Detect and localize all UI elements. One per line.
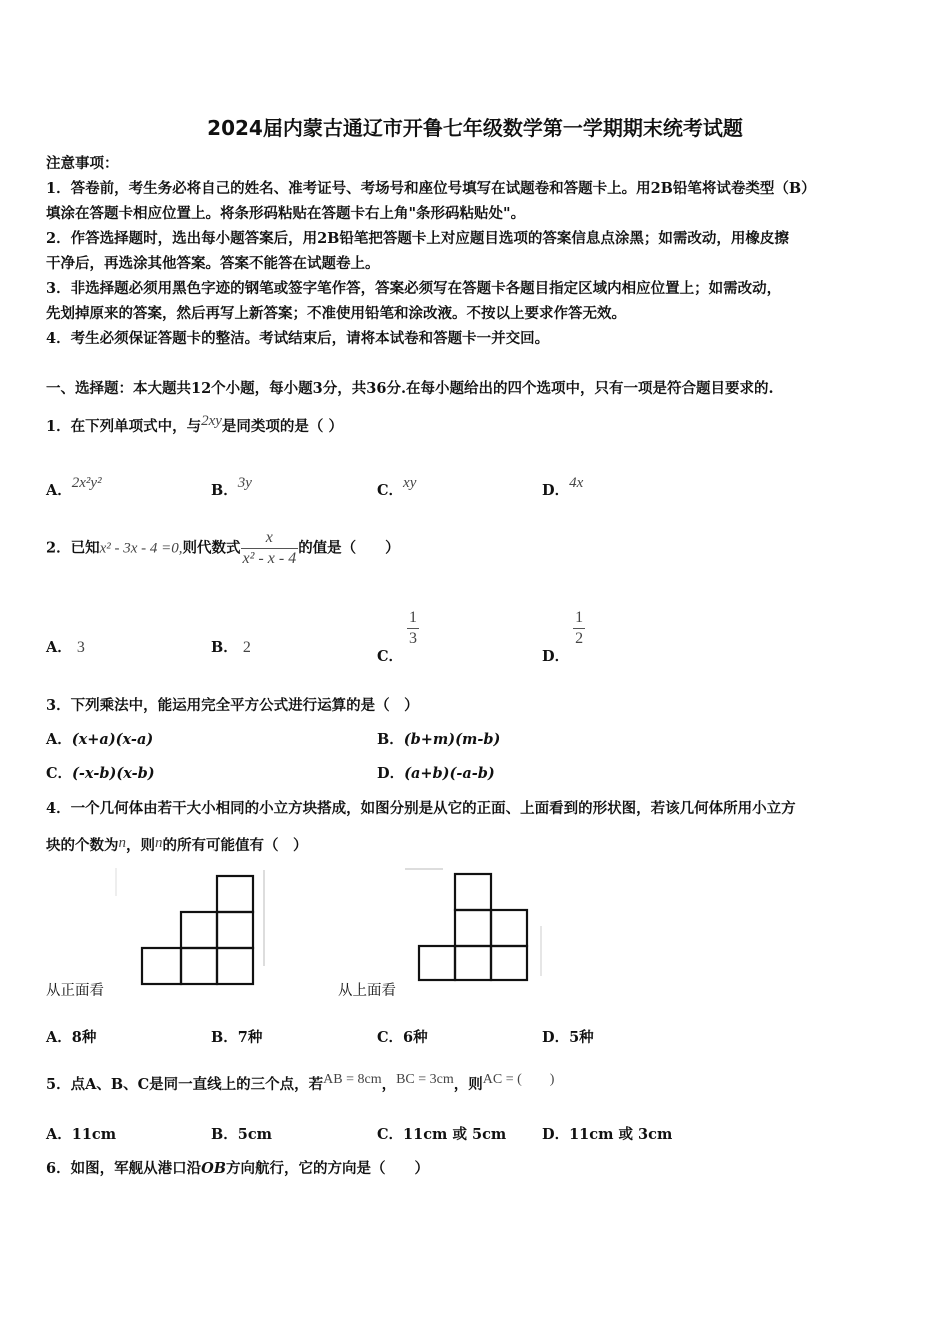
top-view-figure (403, 866, 548, 984)
cube-square (455, 910, 491, 946)
q2-fraction-numerator: x (265, 529, 273, 546)
q2-option-b (211, 636, 251, 657)
q1-pre: 1．在下列单项式中，与 (46, 418, 202, 435)
cube-square (142, 948, 181, 984)
q3-option-c-expr: (-x-b)(x-b) (72, 765, 155, 782)
q2-mid: 则代数式 (182, 539, 241, 557)
q4-option-c: C．6种 (377, 1029, 428, 1046)
notice-line: 1．答卷前，考生务必将自己的姓名、准考证号、考场号和座位号填写在试题卷和答题卡上。用2B铅笔将试卷类型（B） (46, 180, 816, 197)
cube-square (419, 946, 455, 980)
cube-square (181, 912, 217, 948)
q2-option-a (46, 636, 85, 657)
question-4-stem-line2 (46, 834, 308, 855)
question-2-stem (46, 528, 400, 569)
q5-mid: ，则 (453, 1076, 483, 1093)
question-4-stem-line1: 4．一个几何体由若干大小相同的小立方块搭成，如图分别是从它的正面、上面看到的形状图，若该几何体所用小立方 (46, 800, 796, 817)
q4-option-b: B．7种 (211, 1029, 263, 1046)
q5-option-b: B．5cm (211, 1126, 273, 1143)
q1-option-c-expr: xy (403, 475, 417, 491)
q3-option-a-expr: (x+a)(x-a) (71, 731, 154, 748)
q4-option-d: D．5种 (542, 1029, 594, 1046)
option-label: B． (377, 731, 404, 748)
cube-square (217, 876, 253, 912)
q1-option-b (211, 475, 252, 500)
q2-option-c-fraction (407, 608, 419, 649)
question-6-stem (46, 1157, 429, 1178)
q6-pre: 6．如图，军舰从港口沿 (46, 1160, 202, 1177)
q2-fraction (241, 528, 299, 569)
notice-line: 填涂在答题卡相应位置上。将条形码粘贴在答题卡右上角"条形码粘贴处"。 (46, 205, 526, 222)
q1-option-d-expr: 4x (569, 475, 584, 491)
q1-post: 是同类项的是（ ） (221, 418, 343, 435)
notice-line: 干净后，再选涂其他答案。答案不能答在试题卷上。 (46, 255, 380, 272)
q1-option-b-expr: 3y (237, 475, 252, 491)
q2-condition: x² - 3x - 4 =0, (99, 540, 183, 557)
option-label: C． (46, 765, 73, 782)
q1-option-a (46, 475, 102, 500)
q2-fraction-denominator: x² - x - 4 (242, 550, 297, 567)
q6-ob: OB (201, 1160, 226, 1177)
notice-line: 2．作答选择题时，选出每小题答案后，用2B铅笔把答题卡上对应题目选项的答案信息点涂黑；如需改动，用橡皮擦 (46, 230, 789, 247)
q2-option-a-value: 3 (76, 639, 85, 656)
q5-option-c: C．11cm 或 5cm (377, 1126, 507, 1143)
q3-option-d (377, 762, 495, 783)
front-view-figure (112, 866, 272, 988)
q5-ac: AC = ( ) (482, 1072, 555, 1087)
top-view-label: 从上面看 (338, 983, 396, 999)
q4-option-a: A．8种 (46, 1029, 97, 1046)
q4-n: n (118, 835, 126, 851)
cube-square (491, 946, 527, 980)
q3-option-d-expr: (a+b)(-a-b) (404, 765, 495, 782)
q2-option-c (377, 608, 419, 665)
cube-square (491, 910, 527, 946)
notice-line: 先划掉原来的答案，然后再写上新答案；不准使用铅笔和涂改液。不按以上要求作答无效。 (46, 305, 626, 322)
q2-option-d (542, 608, 585, 665)
q5-option-d: D．11cm 或 3cm (542, 1126, 673, 1143)
q5-option-a: A．11cm (46, 1126, 117, 1143)
q4-line2-post: 的所有可能值有（ ） (162, 837, 308, 854)
q5-ab: AB = 8cm (323, 1072, 382, 1087)
q1-expr: 2xy (201, 413, 222, 429)
q2-post: 的值是（ ） (298, 539, 400, 557)
q1-option-a-expr: 2x²y² (71, 475, 102, 491)
question-3-stem: 3．下列乘法中，能运用完全平方公式进行运算的是（ ） (46, 697, 419, 714)
option-label: C． (377, 482, 404, 499)
section-heading: 一、选择题：本大题共12个小题，每小题3分，共36分.在每小题给出的四个选项中，只有一项是符合题目要求的. (46, 380, 774, 397)
question-1-stem (46, 415, 343, 436)
fraction-denominator: 2 (575, 630, 584, 647)
option-label: C． (377, 647, 404, 665)
front-view-label: 从正面看 (46, 983, 104, 999)
cube-square (217, 948, 253, 984)
q1-option-d (542, 475, 584, 500)
q3-option-b (377, 728, 500, 749)
option-label: A． (46, 639, 72, 656)
q3-option-c (46, 762, 155, 783)
cube-square (217, 912, 253, 948)
option-label: D． (377, 765, 405, 782)
q4-line2-mid: ，则 (126, 837, 155, 854)
q5-comma: ， (381, 1076, 397, 1093)
q3-option-b-expr: (b+m)(m-b) (403, 731, 501, 748)
notice-heading: 注意事项： (46, 155, 119, 172)
notice-line: 3．非选择题必须用黑色字迹的钢笔或签字笔作答，答案必须写在答题卡各题目指定区域内相应位置上；如需改动， (46, 280, 782, 297)
q2-option-b-value: 2 (242, 639, 251, 656)
q6-post: 方向航行，它的方向是（ ） (225, 1160, 429, 1177)
option-label: D． (542, 647, 570, 665)
option-label: B． (211, 482, 238, 499)
notice-line: 4．考生必须保证答题卡的整洁。考试结束后，请将本试卷和答题卡一并交回。 (46, 330, 550, 347)
page-title: 2024届内蒙古通辽市开鲁七年级数学第一学期期末统考试题 (207, 116, 743, 140)
option-label: B． (211, 639, 238, 656)
q5-bc: BC = 3cm (396, 1072, 454, 1087)
cube-square (181, 948, 217, 984)
q1-option-c (377, 475, 417, 500)
cube-square (455, 874, 491, 910)
option-label: D． (542, 482, 570, 499)
q3-option-a (46, 728, 153, 749)
question-5-stem (46, 1073, 554, 1094)
q4-line2-pre: 块的个数为 (46, 837, 119, 854)
option-label: A． (46, 731, 72, 748)
q2-option-d-fraction (573, 608, 585, 649)
q5-pre: 5．点A、B、C是同一直线上的三个点，若 (46, 1076, 324, 1093)
cube-square (455, 946, 491, 980)
q4-n: n (155, 835, 163, 851)
option-label: A． (46, 482, 72, 499)
fraction-numerator: 1 (409, 609, 418, 626)
q2-pre: 2．已知 (46, 539, 100, 557)
fraction-denominator: 3 (409, 630, 418, 647)
fraction-numerator: 1 (575, 609, 584, 626)
